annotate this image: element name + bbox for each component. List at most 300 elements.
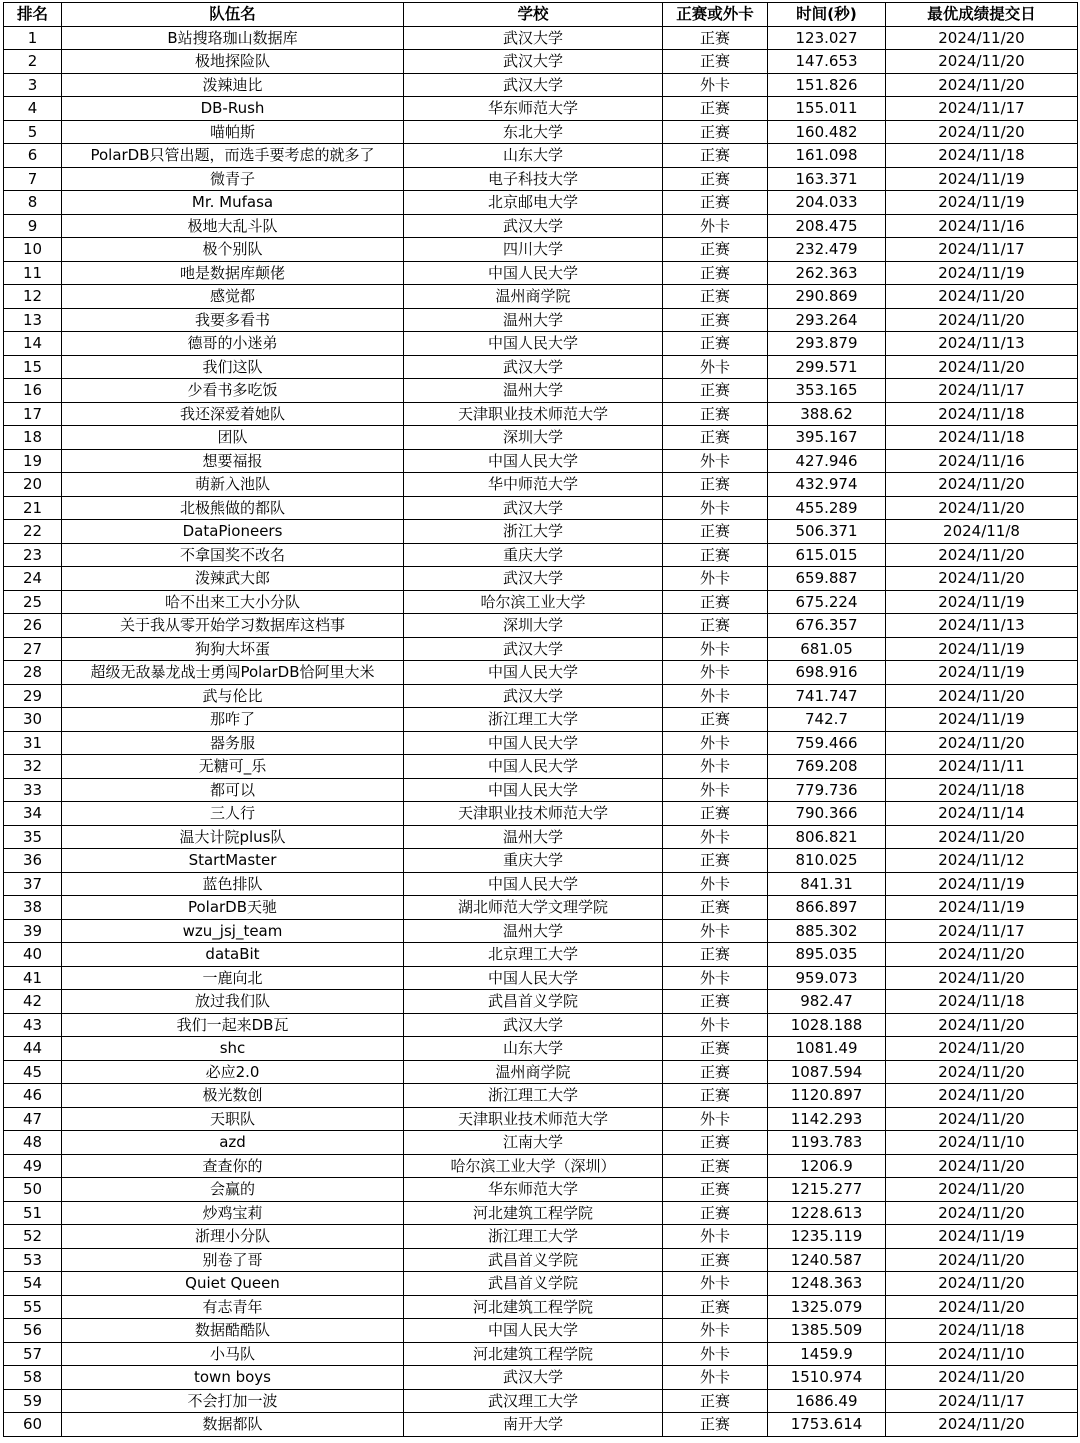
time-cell: 1028.188 (768, 1013, 886, 1037)
table-row (4, 1060, 1078, 1084)
team-name-cell: 小马队 (62, 1342, 404, 1366)
table-row (4, 355, 1078, 379)
team-name-cell: 我还深爱着她队 (62, 402, 404, 426)
time-cell: 290.869 (768, 285, 886, 309)
submit-date-cell: 2024/11/18 (886, 144, 1078, 168)
table-body (4, 26, 1078, 1436)
school-cell: 中国人民大学 (404, 449, 663, 473)
rank-cell: 48 (4, 1131, 62, 1155)
team-name-cell: DataPioneers (62, 520, 404, 544)
team-name-cell: wzu_jsj_team (62, 919, 404, 943)
header-school: 学校 (404, 3, 663, 27)
time-cell: 1385.509 (768, 1319, 886, 1343)
rank-cell: 20 (4, 473, 62, 497)
table-row (4, 238, 1078, 262)
entry-type-cell: 正赛 (663, 1060, 768, 1084)
rank-cell: 11 (4, 261, 62, 285)
submit-date-cell: 2024/11/8 (886, 520, 1078, 544)
time-cell: 1120.897 (768, 1084, 886, 1108)
rank-cell: 42 (4, 990, 62, 1014)
entry-type-cell: 正赛 (663, 543, 768, 567)
school-cell: 温州大学 (404, 379, 663, 403)
rank-cell: 58 (4, 1366, 62, 1390)
table-row (4, 802, 1078, 826)
table-row (4, 214, 1078, 238)
table-row (4, 191, 1078, 215)
school-cell: 湖北师范大学文理学院 (404, 896, 663, 920)
time-cell: 1235.119 (768, 1225, 886, 1249)
submit-date-cell: 2024/11/20 (886, 496, 1078, 520)
header-date: 最优成绩提交日 (886, 3, 1078, 27)
team-name-cell: 别卷了哥 (62, 1248, 404, 1272)
entry-type-cell: 正赛 (663, 943, 768, 967)
entry-type-cell: 正赛 (663, 285, 768, 309)
entry-type-cell: 正赛 (663, 379, 768, 403)
rank-cell: 40 (4, 943, 62, 967)
school-cell: 南开大学 (404, 1413, 663, 1437)
rank-cell: 50 (4, 1178, 62, 1202)
header-type: 正赛或外卡 (663, 3, 768, 27)
rank-cell: 17 (4, 402, 62, 426)
rank-cell: 51 (4, 1201, 62, 1225)
entry-type-cell: 正赛 (663, 1389, 768, 1413)
team-name-cell: 萌新入池队 (62, 473, 404, 497)
table-row (4, 1272, 1078, 1296)
time-cell: 427.946 (768, 449, 886, 473)
submit-date-cell: 2024/11/19 (886, 167, 1078, 191)
team-name-cell: 炒鸡宝莉 (62, 1201, 404, 1225)
school-cell: 武汉大学 (404, 214, 663, 238)
time-cell: 741.747 (768, 684, 886, 708)
rank-cell: 15 (4, 355, 62, 379)
school-cell: 重庆大学 (404, 849, 663, 873)
team-name-cell: 有志青年 (62, 1295, 404, 1319)
team-name-cell: town boys (62, 1366, 404, 1390)
school-cell: 浙江理工大学 (404, 1225, 663, 1249)
table-row (4, 1131, 1078, 1155)
time-cell: 262.363 (768, 261, 886, 285)
rank-cell: 18 (4, 426, 62, 450)
entry-type-cell: 正赛 (663, 1178, 768, 1202)
school-cell: 东北大学 (404, 120, 663, 144)
school-cell: 华东师范大学 (404, 1178, 663, 1202)
rank-cell: 53 (4, 1248, 62, 1272)
entry-type-cell: 外卡 (663, 1342, 768, 1366)
school-cell: 江南大学 (404, 1131, 663, 1155)
table-row (4, 896, 1078, 920)
team-name-cell: azd (62, 1131, 404, 1155)
rank-cell: 45 (4, 1060, 62, 1084)
header-row (4, 3, 1078, 27)
table-row (4, 496, 1078, 520)
entry-type-cell: 正赛 (663, 1154, 768, 1178)
team-name-cell: 不拿国奖不改名 (62, 543, 404, 567)
school-cell: 武昌首义学院 (404, 1272, 663, 1296)
team-name-cell: 必应2.0 (62, 1060, 404, 1084)
entry-type-cell: 正赛 (663, 97, 768, 121)
time-cell: 698.916 (768, 661, 886, 685)
time-cell: 1142.293 (768, 1107, 886, 1131)
school-cell: 中国人民大学 (404, 755, 663, 779)
rank-cell: 2 (4, 50, 62, 74)
rank-cell: 35 (4, 825, 62, 849)
school-cell: 中国人民大学 (404, 778, 663, 802)
school-cell: 四川大学 (404, 238, 663, 262)
entry-type-cell: 外卡 (663, 567, 768, 591)
entry-type-cell: 正赛 (663, 144, 768, 168)
header-rank: 排名 (4, 3, 62, 27)
entry-type-cell: 外卡 (663, 661, 768, 685)
team-name-cell: 感觉都 (62, 285, 404, 309)
submit-date-cell: 2024/11/12 (886, 849, 1078, 873)
team-name-cell: 蓝色排队 (62, 872, 404, 896)
school-cell: 浙江理工大学 (404, 708, 663, 732)
entry-type-cell: 正赛 (663, 402, 768, 426)
submit-date-cell: 2024/11/11 (886, 755, 1078, 779)
rank-cell: 54 (4, 1272, 62, 1296)
time-cell: 885.302 (768, 919, 886, 943)
rank-cell: 31 (4, 731, 62, 755)
entry-type-cell: 正赛 (663, 1248, 768, 1272)
team-name-cell: 极地探险队 (62, 50, 404, 74)
rank-cell: 39 (4, 919, 62, 943)
submit-date-cell: 2024/11/20 (886, 1295, 1078, 1319)
team-name-cell: shc (62, 1037, 404, 1061)
time-cell: 353.165 (768, 379, 886, 403)
team-name-cell: 团队 (62, 426, 404, 450)
table-row (4, 1225, 1078, 1249)
table-row (4, 1107, 1078, 1131)
entry-type-cell: 外卡 (663, 1107, 768, 1131)
school-cell: 武汉大学 (404, 50, 663, 74)
entry-type-cell: 正赛 (663, 308, 768, 332)
time-cell: 163.371 (768, 167, 886, 191)
team-name-cell: B站搜珞珈山数据库 (62, 26, 404, 50)
rank-cell: 22 (4, 520, 62, 544)
submit-date-cell: 2024/11/13 (886, 614, 1078, 638)
school-cell: 中国人民大学 (404, 872, 663, 896)
entry-type-cell: 外卡 (663, 872, 768, 896)
entry-type-cell: 正赛 (663, 849, 768, 873)
entry-type-cell: 外卡 (663, 1319, 768, 1343)
entry-type-cell: 外卡 (663, 355, 768, 379)
submit-date-cell: 2024/11/20 (886, 684, 1078, 708)
entry-type-cell: 正赛 (663, 896, 768, 920)
time-cell: 615.015 (768, 543, 886, 567)
entry-type-cell: 外卡 (663, 966, 768, 990)
team-name-cell: 想要福报 (62, 449, 404, 473)
team-name-cell: 温大计院plus队 (62, 825, 404, 849)
table-row (4, 167, 1078, 191)
school-cell: 中国人民大学 (404, 661, 663, 685)
rank-cell: 25 (4, 590, 62, 614)
submit-date-cell: 2024/11/20 (886, 73, 1078, 97)
submit-date-cell: 2024/11/17 (886, 919, 1078, 943)
team-name-cell: 那咋了 (62, 708, 404, 732)
time-cell: 742.7 (768, 708, 886, 732)
school-cell: 武昌首义学院 (404, 990, 663, 1014)
team-name-cell: dataBit (62, 943, 404, 967)
submit-date-cell: 2024/11/20 (886, 1366, 1078, 1390)
school-cell: 武汉大学 (404, 355, 663, 379)
submit-date-cell: 2024/11/20 (886, 1413, 1078, 1437)
team-name-cell: 三人行 (62, 802, 404, 826)
submit-date-cell: 2024/11/20 (886, 285, 1078, 309)
school-cell: 武汉大学 (404, 1013, 663, 1037)
school-cell: 河北建筑工程学院 (404, 1342, 663, 1366)
time-cell: 147.653 (768, 50, 886, 74)
school-cell: 天津职业技术师范大学 (404, 802, 663, 826)
team-name-cell: 泼辣迪比 (62, 73, 404, 97)
school-cell: 中国人民大学 (404, 731, 663, 755)
school-cell: 天津职业技术师范大学 (404, 402, 663, 426)
time-cell: 769.208 (768, 755, 886, 779)
submit-date-cell: 2024/11/19 (886, 590, 1078, 614)
team-name-cell: 会赢的 (62, 1178, 404, 1202)
submit-date-cell: 2024/11/18 (886, 402, 1078, 426)
entry-type-cell: 正赛 (663, 167, 768, 191)
team-name-cell: 关于我从零开始学习数据库这档事 (62, 614, 404, 638)
school-cell: 武汉大学 (404, 73, 663, 97)
table-row (4, 97, 1078, 121)
entry-type-cell: 正赛 (663, 473, 768, 497)
entry-type-cell: 正赛 (663, 191, 768, 215)
submit-date-cell: 2024/11/17 (886, 97, 1078, 121)
rank-cell: 60 (4, 1413, 62, 1437)
submit-date-cell: 2024/11/16 (886, 214, 1078, 238)
entry-type-cell: 外卡 (663, 684, 768, 708)
table-row (4, 50, 1078, 74)
rank-cell: 41 (4, 966, 62, 990)
submit-date-cell: 2024/11/19 (886, 661, 1078, 685)
entry-type-cell: 外卡 (663, 449, 768, 473)
time-cell: 1206.9 (768, 1154, 886, 1178)
table-row (4, 426, 1078, 450)
school-cell: 中国人民大学 (404, 332, 663, 356)
submit-date-cell: 2024/11/20 (886, 1154, 1078, 1178)
table-row (4, 755, 1078, 779)
rank-cell: 12 (4, 285, 62, 309)
submit-date-cell: 2024/11/20 (886, 1248, 1078, 1272)
submit-date-cell: 2024/11/20 (886, 731, 1078, 755)
rank-cell: 38 (4, 896, 62, 920)
time-cell: 1459.9 (768, 1342, 886, 1366)
school-cell: 武汉大学 (404, 637, 663, 661)
entry-type-cell: 外卡 (663, 1013, 768, 1037)
school-cell: 华中师范大学 (404, 473, 663, 497)
entry-type-cell: 正赛 (663, 1131, 768, 1155)
table-row (4, 1389, 1078, 1413)
submit-date-cell: 2024/11/17 (886, 379, 1078, 403)
time-cell: 1215.277 (768, 1178, 886, 1202)
rank-cell: 57 (4, 1342, 62, 1366)
school-cell: 天津职业技术师范大学 (404, 1107, 663, 1131)
table-row (4, 1084, 1078, 1108)
time-cell: 395.167 (768, 426, 886, 450)
table-row (4, 614, 1078, 638)
team-name-cell: 器务服 (62, 731, 404, 755)
rank-cell: 33 (4, 778, 62, 802)
entry-type-cell: 外卡 (663, 778, 768, 802)
team-name-cell: 吔是数据库颠佬 (62, 261, 404, 285)
table-row (4, 1178, 1078, 1202)
school-cell: 山东大学 (404, 144, 663, 168)
rank-cell: 4 (4, 97, 62, 121)
rank-cell: 14 (4, 332, 62, 356)
team-name-cell: 数据都队 (62, 1413, 404, 1437)
rank-cell: 6 (4, 144, 62, 168)
rank-cell: 16 (4, 379, 62, 403)
school-cell: 温州大学 (404, 919, 663, 943)
table-row (4, 778, 1078, 802)
school-cell: 温州商学院 (404, 1060, 663, 1084)
entry-type-cell: 外卡 (663, 637, 768, 661)
time-cell: 432.974 (768, 473, 886, 497)
time-cell: 455.289 (768, 496, 886, 520)
school-cell: 哈尔滨工业大学 (404, 590, 663, 614)
school-cell: 中国人民大学 (404, 966, 663, 990)
entry-type-cell: 外卡 (663, 731, 768, 755)
entry-type-cell: 正赛 (663, 50, 768, 74)
time-cell: 1081.49 (768, 1037, 886, 1061)
submit-date-cell: 2024/11/19 (886, 191, 1078, 215)
rank-cell: 55 (4, 1295, 62, 1319)
school-cell: 重庆大学 (404, 543, 663, 567)
rank-cell: 47 (4, 1107, 62, 1131)
table-row (4, 684, 1078, 708)
submit-date-cell: 2024/11/20 (886, 1107, 1078, 1131)
time-cell: 161.098 (768, 144, 886, 168)
table-row (4, 332, 1078, 356)
submit-date-cell: 2024/11/17 (886, 238, 1078, 262)
table-row (4, 308, 1078, 332)
time-cell: 1753.614 (768, 1413, 886, 1437)
time-cell: 1087.594 (768, 1060, 886, 1084)
ranking-table (3, 2, 1078, 1437)
school-cell: 温州商学院 (404, 285, 663, 309)
submit-date-cell: 2024/11/20 (886, 543, 1078, 567)
school-cell: 哈尔滨工业大学（深圳） (404, 1154, 663, 1178)
submit-date-cell: 2024/11/20 (886, 50, 1078, 74)
submit-date-cell: 2024/11/20 (886, 1272, 1078, 1296)
school-cell: 深圳大学 (404, 614, 663, 638)
submit-date-cell: 2024/11/20 (886, 473, 1078, 497)
school-cell: 河北建筑工程学院 (404, 1201, 663, 1225)
team-name-cell: 我们一起来DB瓦 (62, 1013, 404, 1037)
table-row (4, 73, 1078, 97)
time-cell: 676.357 (768, 614, 886, 638)
rank-cell: 44 (4, 1037, 62, 1061)
entry-type-cell: 正赛 (663, 1295, 768, 1319)
table-row (4, 449, 1078, 473)
rank-cell: 1 (4, 26, 62, 50)
table-row (4, 943, 1078, 967)
time-cell: 866.897 (768, 896, 886, 920)
rank-cell: 28 (4, 661, 62, 685)
team-name-cell: 少看书多吃饭 (62, 379, 404, 403)
table-row (4, 120, 1078, 144)
submit-date-cell: 2024/11/20 (886, 966, 1078, 990)
entry-type-cell: 正赛 (663, 238, 768, 262)
entry-type-cell: 外卡 (663, 1366, 768, 1390)
team-name-cell: 德哥的小迷弟 (62, 332, 404, 356)
time-cell: 1686.49 (768, 1389, 886, 1413)
rank-cell: 23 (4, 543, 62, 567)
submit-date-cell: 2024/11/20 (886, 26, 1078, 50)
submit-date-cell: 2024/11/10 (886, 1342, 1078, 1366)
time-cell: 1510.974 (768, 1366, 886, 1390)
team-name-cell: 数据酷酷队 (62, 1319, 404, 1343)
submit-date-cell: 2024/11/20 (886, 1013, 1078, 1037)
team-name-cell: 不会打加一波 (62, 1389, 404, 1413)
entry-type-cell: 正赛 (663, 26, 768, 50)
school-cell: 温州大学 (404, 825, 663, 849)
header-team: 队伍名 (62, 3, 404, 27)
entry-type-cell: 正赛 (663, 261, 768, 285)
team-name-cell: 一鹿向北 (62, 966, 404, 990)
rank-cell: 34 (4, 802, 62, 826)
school-cell: 北京理工大学 (404, 943, 663, 967)
school-cell: 武汉大学 (404, 684, 663, 708)
submit-date-cell: 2024/11/19 (886, 261, 1078, 285)
submit-date-cell: 2024/11/20 (886, 1060, 1078, 1084)
submit-date-cell: 2024/11/17 (886, 1389, 1078, 1413)
submit-date-cell: 2024/11/20 (886, 308, 1078, 332)
rank-cell: 30 (4, 708, 62, 732)
table-row (4, 708, 1078, 732)
entry-type-cell: 外卡 (663, 496, 768, 520)
table-row (4, 966, 1078, 990)
school-cell: 温州大学 (404, 308, 663, 332)
submit-date-cell: 2024/11/18 (886, 1319, 1078, 1343)
table-row (4, 590, 1078, 614)
submit-date-cell: 2024/11/19 (886, 1225, 1078, 1249)
rank-cell: 37 (4, 872, 62, 896)
time-cell: 160.482 (768, 120, 886, 144)
entry-type-cell: 正赛 (663, 120, 768, 144)
time-cell: 388.62 (768, 402, 886, 426)
time-cell: 1228.613 (768, 1201, 886, 1225)
entry-type-cell: 正赛 (663, 520, 768, 544)
entry-type-cell: 正赛 (663, 1413, 768, 1437)
time-cell: 208.475 (768, 214, 886, 238)
rank-cell: 9 (4, 214, 62, 238)
entry-type-cell: 正赛 (663, 990, 768, 1014)
rank-cell: 3 (4, 73, 62, 97)
table-row (4, 919, 1078, 943)
entry-type-cell: 外卡 (663, 214, 768, 238)
team-name-cell: Quiet Queen (62, 1272, 404, 1296)
time-cell: 155.011 (768, 97, 886, 121)
table-row (4, 849, 1078, 873)
submit-date-cell: 2024/11/20 (886, 943, 1078, 967)
team-name-cell: 极个别队 (62, 238, 404, 262)
team-name-cell: 无糖可_乐 (62, 755, 404, 779)
time-cell: 959.073 (768, 966, 886, 990)
entry-type-cell: 外卡 (663, 73, 768, 97)
time-cell: 1325.079 (768, 1295, 886, 1319)
rank-cell: 19 (4, 449, 62, 473)
entry-type-cell: 正赛 (663, 614, 768, 638)
rank-cell: 24 (4, 567, 62, 591)
table-row (4, 520, 1078, 544)
team-name-cell: 都可以 (62, 778, 404, 802)
submit-date-cell: 2024/11/18 (886, 990, 1078, 1014)
time-cell: 204.033 (768, 191, 886, 215)
team-name-cell: 哈不出来工大小分队 (62, 590, 404, 614)
time-cell: 675.224 (768, 590, 886, 614)
team-name-cell: 天职队 (62, 1107, 404, 1131)
